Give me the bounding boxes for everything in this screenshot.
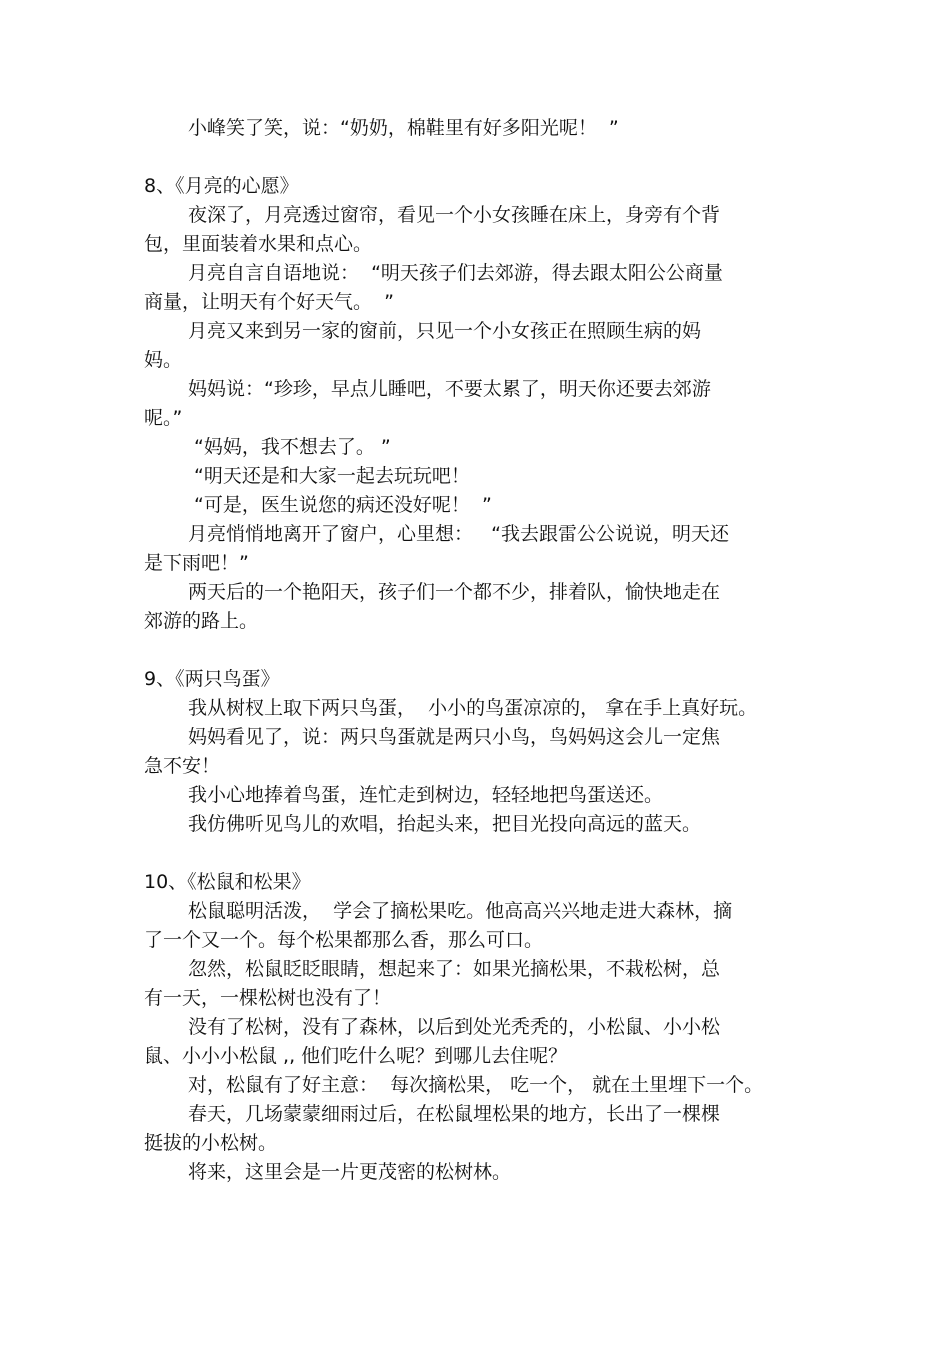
story-10-paragraph-6: 将来，这里会是一片更茂密的松树林。 xyxy=(188,1161,512,1183)
story-8-paragraph-7: “可是，医生说您的病还没好呢！ ” xyxy=(188,494,492,516)
intro-paragraph: 小峰笑了笑，说：“奶奶，棉鞋里有好多阳光呢！ ” xyxy=(188,117,619,139)
story-8-paragraph-2: 月亮自言自语地说： “明天孩子们去郊游，得去跟太阳公公商量 商量，让明天有个好天气。 ” xyxy=(144,262,723,313)
story-9-paragraph-3: 我小心地捧着鸟蛋，连忙走到树边，轻轻地把鸟蛋送还。 xyxy=(188,784,664,806)
story-8-paragraph-9: 两天后的一个艳阳天，孩子们一个都不少，排着队，愉快地走在 郊游的路上。 xyxy=(144,581,721,632)
story-10-section xyxy=(144,868,820,1187)
story-9-section xyxy=(144,665,820,839)
story-10-paragraph-2: 忽然，松鼠眨眨眼睛，想起来了：如果光摘松果，不栽松树，总 有一天，一棵松树也没有了！ xyxy=(144,958,721,1009)
story-8-paragraph-6: “明天还是和大家一起去玩玩吧！ xyxy=(188,465,470,487)
story-9-paragraph-2: 妈妈看见了，说：两只鸟蛋就是两只小鸟，鸟妈妈这会儿一定焦 急不安！ xyxy=(144,726,721,777)
story-8-section xyxy=(144,172,820,636)
story-10-paragraph-5: 春天，几场蒙蒙细雨过后，在松鼠埋松果的地方，长出了一棵棵 挺拔的小松树。 xyxy=(144,1103,721,1154)
story-10-title: 10、《松鼠和松果》 xyxy=(144,871,311,893)
story-8-paragraph-3: 月亮又来到另一家的窗前，只见一个小女孩正在照顾生病的妈 妈。 xyxy=(144,320,702,371)
intro-section xyxy=(144,114,820,143)
story-8-paragraph-4: 妈妈说：“珍珍，早点儿睡吧，不要太累了，明天你还要去郊游 呢。” xyxy=(144,378,711,429)
story-10-paragraph-3: 没有了松树，没有了森林，以后到处光秃秃的，小松鼠、小小松 鼠、小小小松鼠 ,, 他们吃什么呢？到哪儿去住呢？ xyxy=(144,1016,721,1067)
story-10-paragraph-1: 松鼠聪明活泼， 学会了摘松果吃。他高高兴兴地走进大森林，摘 了一个又一个。每个松果都那么香，那么可口。 xyxy=(144,900,733,951)
story-10-paragraph-4: 对，松鼠有了好主意： 每次摘松果， 吃一个， 就在土里埋下一个。 xyxy=(188,1074,764,1096)
story-8-paragraph-5: “妈妈，我不想去了。 ” xyxy=(188,436,391,458)
story-9-paragraph-4: 我仿佛听见鸟儿的欢唱，抬起头来，把目光投向高远的蓝天。 xyxy=(188,813,702,835)
story-9-paragraph-1: 我从树杈上取下两只鸟蛋， 小小的鸟蛋凉凉的， 拿在手上真好玩。 xyxy=(188,697,758,719)
story-8-paragraph-8: 月亮悄悄地离开了窗户，心里想： “我去跟雷公公说说，明天还 是下雨吧！” xyxy=(144,523,729,574)
story-8-paragraph-1: 夜深了，月亮透过窗帘，看见一个小女孩睡在床上，身旁有个背 包，里面装着水果和点心。 xyxy=(144,204,721,255)
story-8-title: 8、《月亮的心愿》 xyxy=(144,175,299,197)
story-9-title: 9、《两只鸟蛋》 xyxy=(144,668,280,690)
